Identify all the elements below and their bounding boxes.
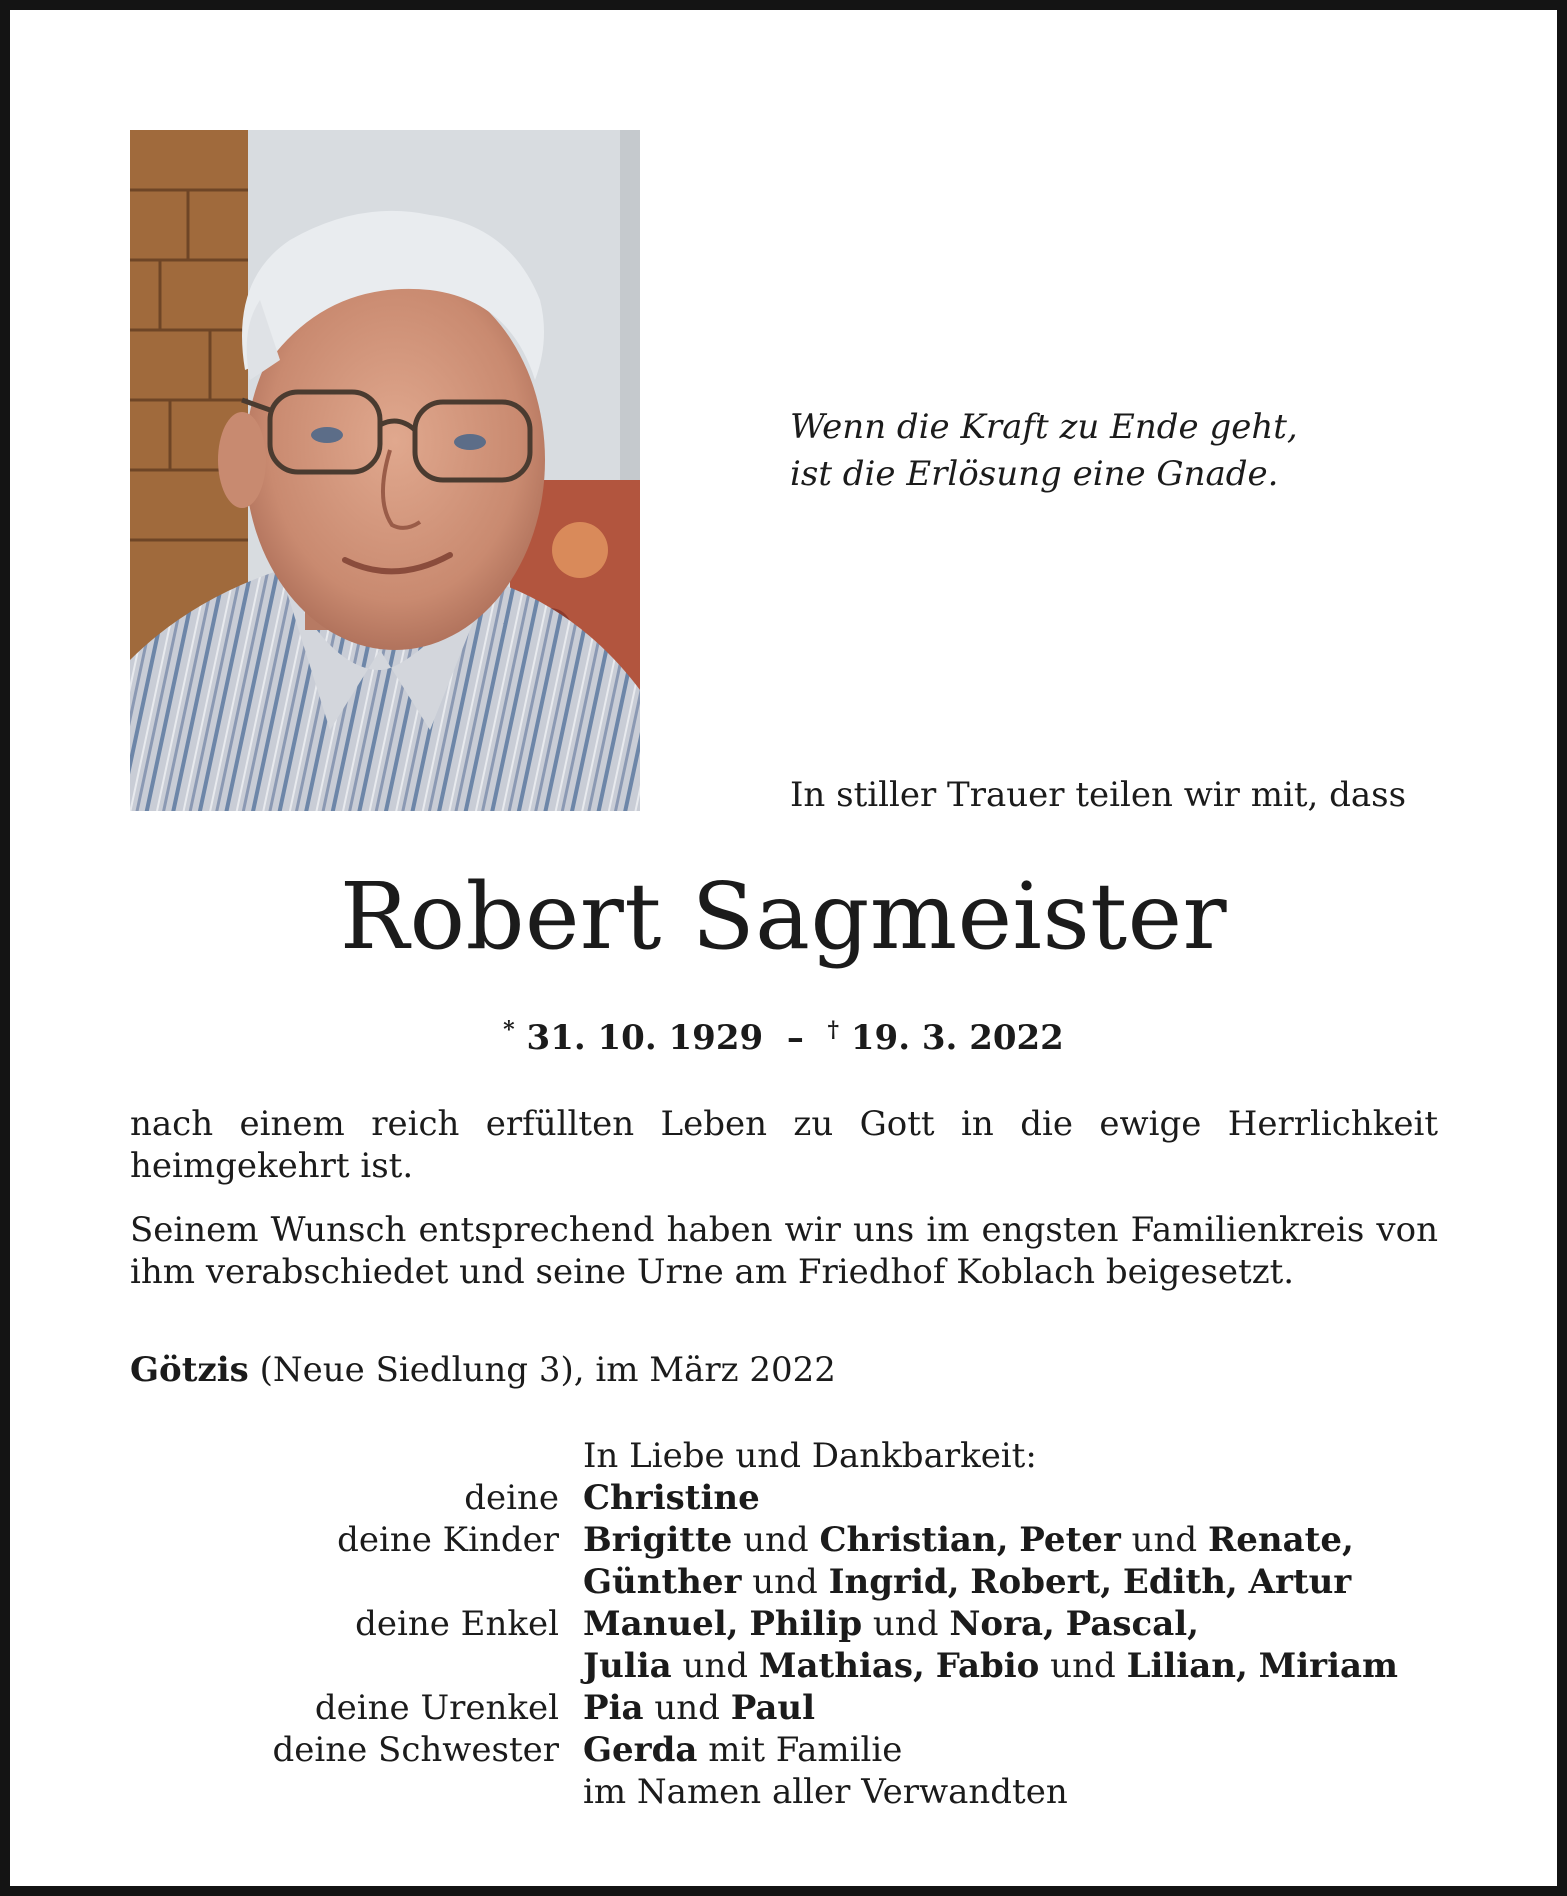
family-member-name: Brigitte xyxy=(583,1520,733,1560)
family-member-name: Edith, xyxy=(1122,1562,1238,1602)
relation-label: deine Urenkel xyxy=(314,1688,559,1728)
name-connector xyxy=(1055,1604,1066,1644)
name-connector: und xyxy=(1120,1520,1209,1560)
family-member-name: Robert, xyxy=(970,1562,1113,1602)
name-connector: und xyxy=(741,1562,829,1602)
family-member-name: Lilian, xyxy=(1126,1646,1248,1686)
family-member-name: Julia xyxy=(583,1646,672,1686)
family-member-name: Ingrid, xyxy=(828,1562,960,1602)
family-member-name: Philip xyxy=(749,1604,863,1644)
family-row xyxy=(130,1687,1460,1729)
family-names xyxy=(583,1729,902,1771)
name-connector: und xyxy=(732,1520,820,1560)
family-member-name: Paul xyxy=(730,1688,816,1728)
family-member-name: Miriam xyxy=(1258,1646,1399,1686)
family-member-name: Christian, xyxy=(819,1520,1009,1560)
name-connector xyxy=(925,1646,936,1686)
name-connector: im Namen aller Verwandten xyxy=(583,1772,1068,1812)
birth-date: 31. 10. 1929 xyxy=(526,1018,764,1058)
family-row xyxy=(130,1771,1460,1813)
name-connector xyxy=(1248,1646,1259,1686)
family-names xyxy=(583,1477,760,1519)
family-member-name: Nora, xyxy=(949,1604,1055,1644)
family-names xyxy=(583,1771,1068,1813)
relation-label: deine xyxy=(464,1478,559,1518)
family-member-name: Pia xyxy=(583,1688,644,1728)
body-paragraph: nach einem reich erfüllten Leben zu Gott in die ewige Herrlichkeit heimgekehrt ist. xyxy=(130,1104,1438,1186)
name-connector xyxy=(1238,1562,1249,1602)
family-member-name: Pascal, xyxy=(1065,1604,1199,1644)
family-member-name: Fabio xyxy=(935,1646,1040,1686)
family-row xyxy=(130,1603,1460,1645)
intro-text: In stiller Trauer teilen wir mit, dass xyxy=(790,775,1407,815)
family-heading: In Liebe und Dankbarkeit: xyxy=(583,1436,1037,1476)
motto-line: Wenn die Kraft zu Ende geht, xyxy=(790,407,1298,447)
motto-quote xyxy=(790,404,1298,498)
family-row xyxy=(130,1561,1460,1603)
place-town: Götzis xyxy=(130,1350,249,1390)
relation-label: deine Schwester xyxy=(272,1730,559,1770)
family-member-name: Gerda xyxy=(583,1730,698,1770)
family-rows xyxy=(130,1477,1460,1813)
family-member-name: Renate, xyxy=(1208,1520,1354,1560)
family-names xyxy=(583,1645,1398,1687)
death-date: 19. 3. 2022 xyxy=(850,1018,1064,1058)
family-member-name: Günther xyxy=(583,1562,742,1602)
family-member-name: Christine xyxy=(583,1478,760,1518)
name-connector: und xyxy=(671,1646,759,1686)
relation-label xyxy=(130,1771,583,1813)
motto-line: ist die Erlösung eine Gnade. xyxy=(790,454,1279,494)
family-names xyxy=(583,1519,1354,1561)
name-connector xyxy=(1008,1520,1019,1560)
family-member-name: Artur xyxy=(1248,1562,1352,1602)
death-symbol: † xyxy=(827,1017,840,1043)
place-details: (Neue Siedlung 3), im März 2022 xyxy=(248,1350,836,1390)
family-row xyxy=(130,1729,1460,1771)
name-connector xyxy=(739,1604,750,1644)
relation-label xyxy=(130,1435,583,1477)
name-connector: mit Familie xyxy=(697,1730,903,1770)
life-dates xyxy=(0,1008,1567,1060)
family-member-name: Peter xyxy=(1019,1520,1121,1560)
family-row xyxy=(130,1519,1460,1561)
family-row xyxy=(130,1645,1460,1687)
birth-symbol: * xyxy=(503,1017,515,1043)
family-names xyxy=(583,1687,815,1729)
name-connector: und xyxy=(1039,1646,1127,1686)
name-connector: und xyxy=(862,1604,950,1644)
family-member-name: Mathias, xyxy=(758,1646,925,1686)
family-member-name: Manuel, xyxy=(583,1604,739,1644)
name-connector xyxy=(1112,1562,1123,1602)
relation-label: deine Enkel xyxy=(355,1604,559,1644)
place-date-line xyxy=(130,1349,836,1391)
portrait-photo xyxy=(130,130,640,811)
date-separator: – xyxy=(786,1018,804,1058)
relation-label: deine Kinder xyxy=(337,1520,559,1560)
relation-label xyxy=(130,1645,583,1687)
relation-label xyxy=(130,1561,583,1603)
family-names xyxy=(583,1561,1351,1603)
body-paragraph: Seinem Wunsch entsprechend haben wir uns im engsten Familienkreis von ihm verabschiedet und seine Urne am Friedhof Koblach beigesetzt. xyxy=(130,1210,1438,1292)
family-list xyxy=(130,1435,1460,1813)
deceased-name: Robert Sagmeister xyxy=(339,863,1228,970)
family-names xyxy=(583,1603,1199,1645)
family-row xyxy=(130,1477,1460,1519)
name-connector xyxy=(959,1562,970,1602)
name-connector: und xyxy=(643,1688,731,1728)
family-heading-row xyxy=(130,1435,1460,1477)
